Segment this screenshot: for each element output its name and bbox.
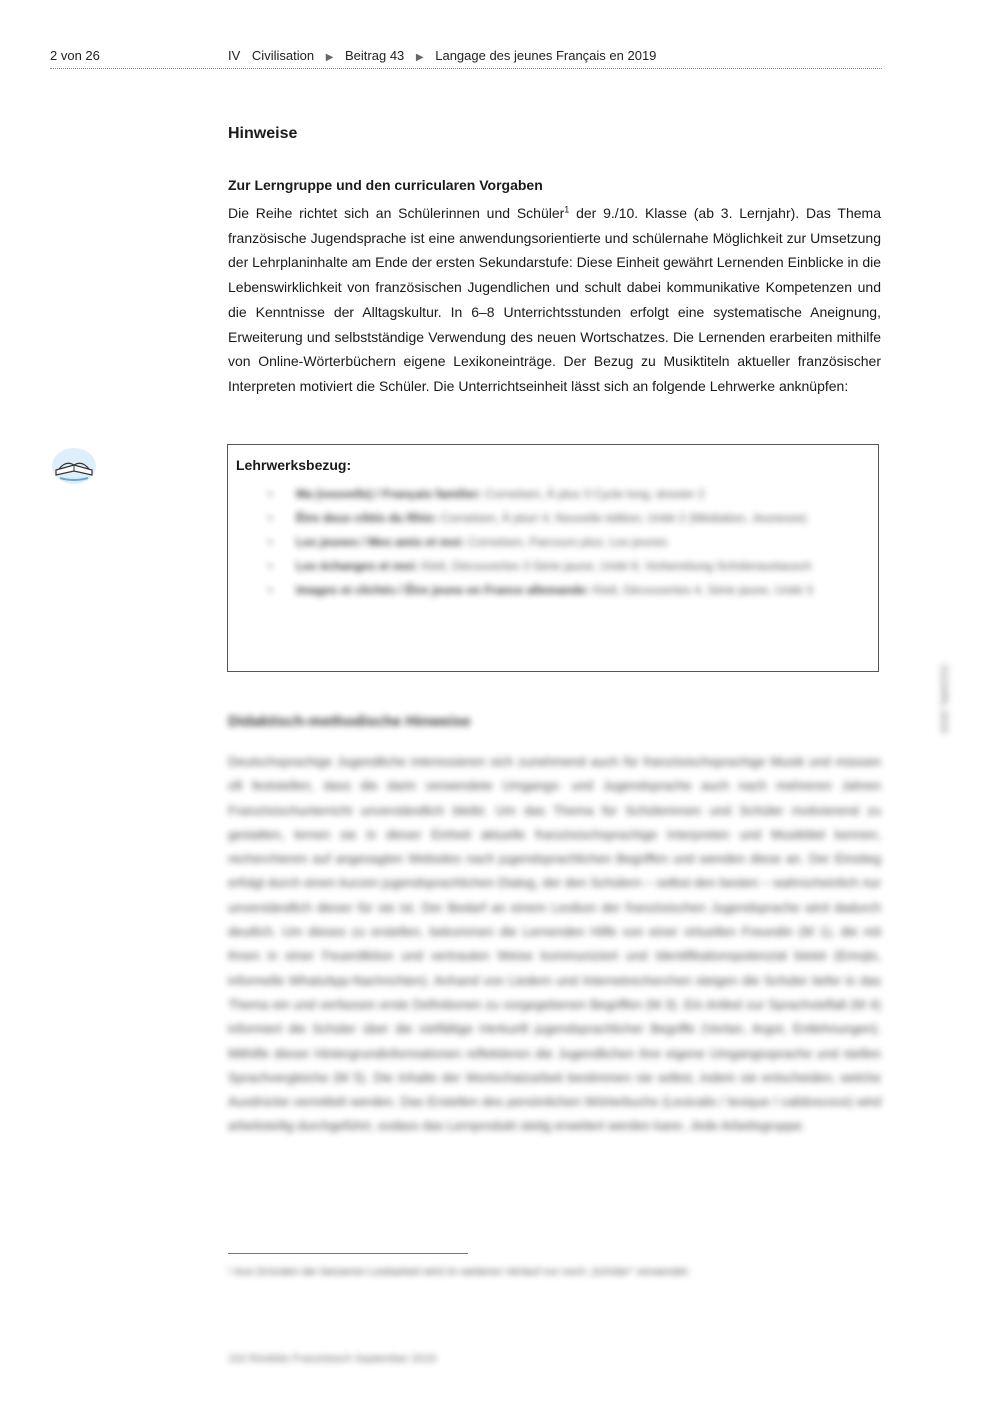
- list-item-text: Cornelsen, Parcours plus, Les jeunes: [464, 535, 668, 549]
- side-code: D1234RL-2019: [938, 665, 949, 733]
- list-item-title: Les jeunes / Mes amis et moi:: [296, 535, 465, 549]
- breadcrumb-part: Beitrag 43: [345, 48, 405, 63]
- page-number: 2 von 26: [50, 48, 100, 63]
- list-item: [268, 555, 868, 577]
- lehrwerk-title: Lehrwerksbezug:: [236, 457, 352, 473]
- paragraph-text: der 9./10. Klasse (ab 3. Lernjahr). Das Thema französische Jugendsprache ist eine anwendungsorientierte und schülernahe Möglichkeit zur Umsetzung der Lehrplaninhalte am Ende der ersten Sekundarstufe: Diese Einheit gewährt Lernenden Einblicke in die Lebenswirklichkeit von französischen Jugendlichen und schult dabei kommunikative Kompetenzen und die Kenntnisse der Alltagskultur. In 6–8 Unterrichtsstunden erfolgt eine systematische Aneignung, Erweiterung und selbstständige Verwendung des neuen Wortschatzes. Die Lernenden erarbeiten mithilfe von Online-Wörterbüchern eigene Lexikoneinträge. Der Bezug zu Musiktiteln aktueller französischer Interpreten motiviert die Schüler. Die Unterrichtseinheit lässt sich an folgende Lehrwerke anknüpfen:: [228, 205, 881, 394]
- list-item: [268, 483, 868, 505]
- book-icon: [50, 446, 98, 486]
- list-item-title: Ma (nouvelle) / Français familier:: [296, 487, 483, 501]
- lehrwerk-box: [227, 444, 879, 672]
- triangle-right-icon: ▶: [325, 52, 334, 63]
- paragraph-text: Die Reihe richtet sich an Schülerinnen und Schüler: [228, 205, 565, 221]
- list-item-text: Cornelsen, À plus 3 Cycle long, dossier 2: [482, 487, 705, 501]
- breadcrumb-part: Civilisation: [251, 48, 315, 63]
- header-rule: [50, 68, 882, 69]
- footnote-marker: 1: [564, 204, 570, 215]
- breadcrumb: [228, 48, 664, 63]
- list-item: [268, 579, 868, 601]
- page-heading: Hinweise: [228, 125, 298, 142]
- running-header: [50, 48, 880, 68]
- list-item-title: Être deux côtés du Rhin:: [296, 511, 438, 525]
- breadcrumb-part: IV: [228, 48, 241, 63]
- page-footer: 102 RAAbits Französisch September 2019: [228, 1353, 436, 1365]
- list-item-text: Klett, Découvertes 3 Série jaune, Unité 6, Vorbereitung Schüleraustausch: [418, 559, 812, 573]
- section-title: Zur Lerngruppe und den curricularen Vorgaben: [228, 177, 543, 193]
- list-item-title: Les échanges et moi:: [296, 559, 419, 573]
- list-item-text: Cornelsen, À plus! 4, Nouvelle édition, Unité 2 (Médiation, Jeunesse): [437, 511, 807, 525]
- section-paragraph: [228, 201, 881, 399]
- footnote-rule: [228, 1253, 468, 1254]
- section-paragraph: Deutschsprachige Jugendliche interessieren sich zunehmend auch für französischsprachige Musik und müssen oft feststellen, dass die darin verwendete Umgangs- und Jugendsprache auch nach mehreren Jahren Französischunterricht unverständlich bleibt. Um das Thema für Schülerinnen und Schüler motivierend zu gestalten, lernen sie in dieser Einheit aktuelle französischsprachige Interpreten und Musiktitel kennen, recherchieren auf angesagten Websites nach jugendsprachlichen Begriffen und wenden diese an. Der Einstieg erfolgt durch einen kurzen jugendsprachlichen Dialog, der den Schülern – selbst den besten – wahrscheinlich nur unverständlich dieser für sie ist. Der Bedarf an einem Lexikon der französischen Jugendsprache wird dadurch deutlich. Um dieses zu erstellen, bekommen die Lernenden Hilfe von einer virtuellen Freundin (M 1), die mit ihnen in einer Feuerdiktion und vertrauten Weise kommuniziert und Identifikationspotenzial bietet (Emojis, informelle WhatsApp-Nachrichten). Anhand von Liedern und Internetrecherchen steigen die Schüler tiefer in das Thema ein und verfassen erste Definitionen zu vorgegebenen Begriffen (M 3). Ein Artikel zur Sprachvielfalt (M 4) informiert die Schüler über die vielfältige Herkunft jugendsprachlicher Begriffe (Verlan, Argot, Entlehnungen). Mithilfe dieser Hintergrundinformationen reflektieren die Jugendlichen ihre eigene Umgangssprache und stellen Sprachvergleiche (M 5). Die Inhalte der Wortschatzarbeit bestimmen sie selbst, indem sie entscheiden, welche Ausdrücke vermittelt werden. Das Erstellen des persönlichen Wörterbuchs (Lexicalis / lexique / calidoscoce) wird arbeitsteilig durchgeführt, sodass das Lernprodukt stetig erweitert werden kann. Jede Arbeitsgruppe.: [228, 754, 881, 1134]
- list-item: [268, 507, 868, 529]
- breadcrumb-part: Langage des jeunes Français en 2019: [435, 48, 657, 63]
- footnote: ¹ Aus Gründen der besseren Lesbarkeit wird im weiteren Verlauf nur noch „Schüler“ verwendet.: [228, 1266, 691, 1278]
- list-item-text: Klett, Découvertes 4, Série jaune, Unité 3: [589, 583, 813, 597]
- list-item-title: Images et clichés / Être jeune en France allemande:: [296, 583, 590, 597]
- lehrwerk-list: [268, 483, 868, 603]
- section-title: Didaktisch-methodische Hinweise: [228, 713, 471, 730]
- triangle-right-icon: ▶: [415, 52, 424, 63]
- list-item: [268, 531, 868, 553]
